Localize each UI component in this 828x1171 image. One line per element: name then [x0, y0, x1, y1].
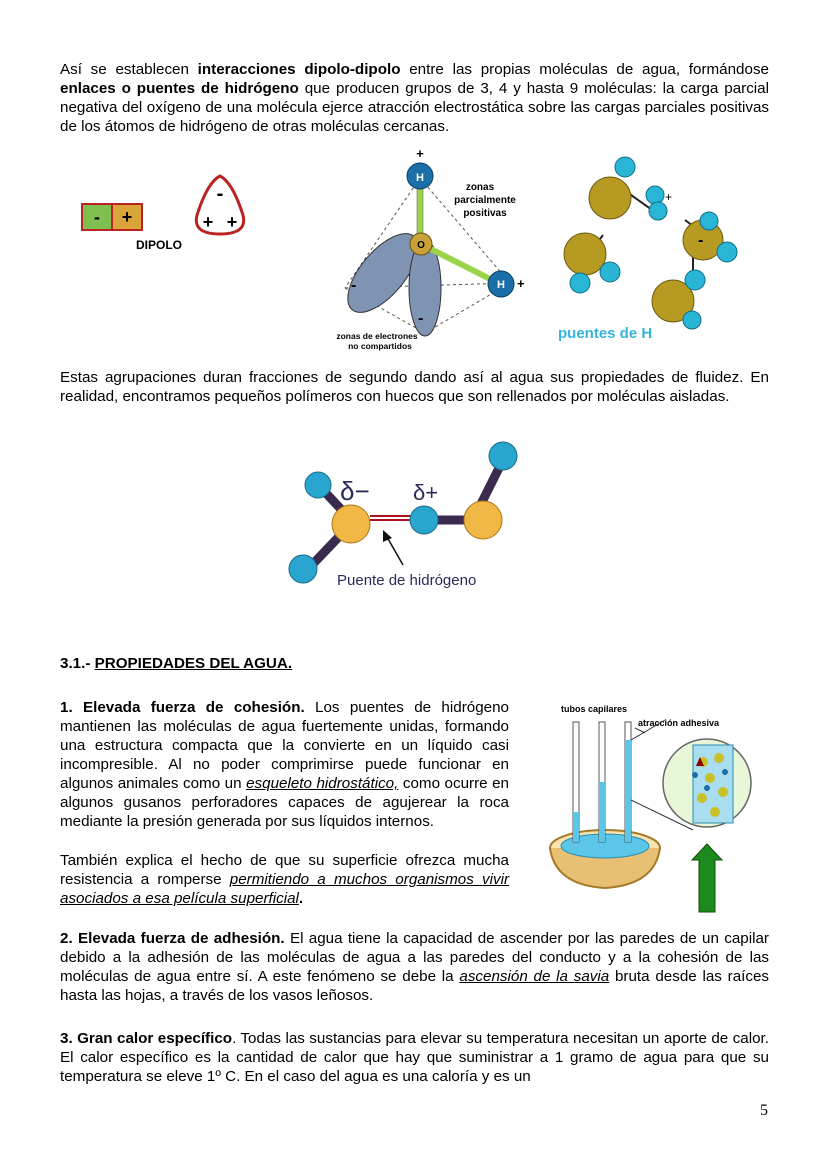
svg-text:DIPOLO: DIPOLO [136, 238, 183, 252]
hydrogen-bond-figure [285, 440, 525, 595]
svg-text:H: H [416, 172, 424, 184]
svg-text:-: - [216, 183, 224, 205]
svg-text:-: - [418, 310, 424, 327]
svg-text:+: + [416, 148, 424, 161]
svg-text:tubos capilares: tubos capilares [561, 704, 628, 714]
svg-text:zonas: zonas [465, 182, 495, 193]
page-number: 5 [760, 1102, 768, 1119]
svg-text:+: + [121, 207, 133, 227]
svg-text:δ+: δ+ [413, 480, 439, 505]
capillary-figure [545, 700, 775, 915]
svg-text:+: + [665, 190, 673, 204]
svg-text:no compartidos: no compartidos [348, 341, 412, 351]
dipole-figure [80, 172, 255, 254]
surface-tension-paragraph: También explica el hecho de que su superficie ofrezca mucha resistencia a romperse permitiendo a muchos organismos vivir asociados a esa película superficial. [60, 852, 509, 907]
svg-text:puentes de H: puentes de H [558, 325, 653, 342]
fluidity-paragraph: Estas agrupaciones duran fracciones de segundo dando así al agua sus propiedades de fluidez. En realidad, encontramos pequeños polímeros con huecos que son rellenados por moléculas aisladas. [60, 369, 769, 405]
svg-text:δ−: δ− [340, 476, 370, 506]
svg-text:O: O [417, 240, 425, 251]
svg-text:+: + [517, 276, 525, 291]
svg-text:+: + [226, 212, 238, 232]
svg-text:Puente de hidrógeno: Puente de hidrógeno [337, 572, 477, 589]
hydrogen-bridges-figure [555, 155, 745, 345]
svg-text:atracción adhesiva: atracción adhesiva [638, 718, 720, 728]
intro-paragraph: Así se establecen interacciones dipolo-dipolo entre las propias moléculas de agua, formándose enlaces o puentes de hidrógeno que producen grupos de 3, 4 y hasta 9 moléculas: la carga parcial negativa del oxígeno de una molécula ejerce atracción electrostática sobre las cargas parciales positivas de los átomos de hidrógeno de otras moléculas cercanas. [60, 61, 769, 135]
adhesion-paragraph: 2. Elevada fuerza de adhesión. El agua tiene la capacidad de ascender por las paredes de un capilar debido a la adhesión de las moléculas de agua a las paredes del conducto y a la cohesión de las moléculas de agua entre sí. A este fenómeno se debe la ascensión de la savia bruta desde las raíces hasta las hojas, a través de los vasos leñosos. [60, 930, 769, 1004]
svg-text:-: - [698, 232, 704, 249]
svg-text:zonas de electrones: zonas de electrones [336, 331, 418, 341]
tetrahedron-figure [325, 148, 540, 353]
svg-text:-: - [94, 207, 100, 227]
svg-text:+: + [202, 212, 214, 232]
cohesion-paragraph: 1. Elevada fuerza de cohesión. Los puentes de hidrógeno mantienen las moléculas de agua fuertemente unidas, formando una estructura compacta que la convierte en un líquido casi incompresible. Al no poder comprimirse puede funcionar en algunos animales como un esqueleto hidrostático, como ocurre en algunos gusanos perforadores capaces de agujerear la roca mediante la presión generada por sus líquidos internos. [60, 699, 509, 830]
svg-text:H: H [497, 279, 505, 291]
section-heading: 3.1.- PROPIEDADES DEL AGUA. [60, 655, 293, 672]
svg-text:positivas: positivas [463, 208, 507, 219]
specific-heat-paragraph: 3. Gran calor específico. Todas las sustancias para elevar su temperatura necesitan un aporte de calor. El calor específico es la cantidad de calor que hay que suministrar a 1 gramo de agua para que su temperatura se eleve 1º C. En el caso del agua es una caloría y es un [60, 1030, 769, 1085]
svg-text:parcialmente: parcialmente [454, 195, 516, 206]
svg-text:-: - [351, 277, 357, 294]
